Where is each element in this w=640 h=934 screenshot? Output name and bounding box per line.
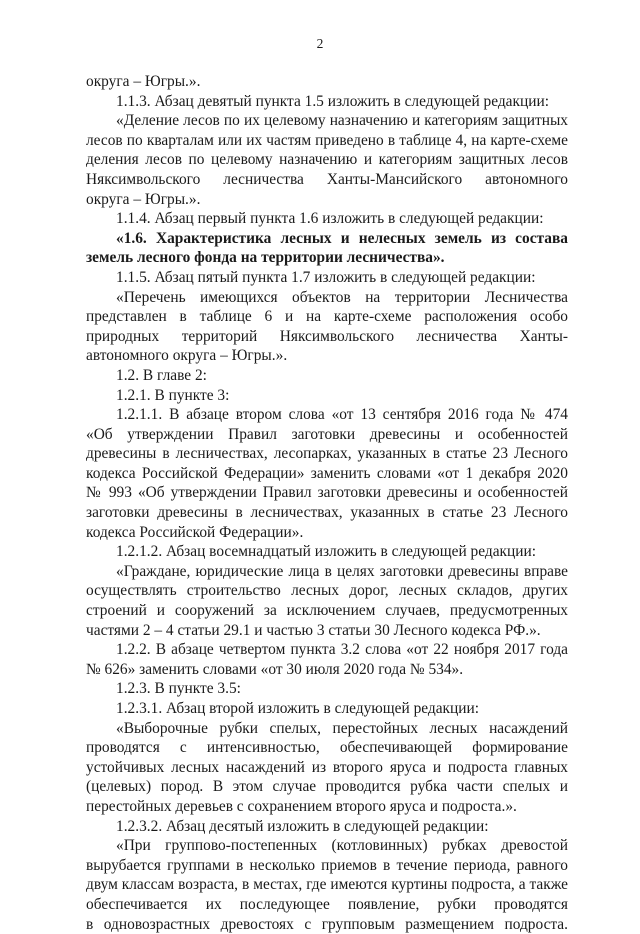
text-line: Няксимвольского лесничества Ханты-Мансийского автономного (86, 170, 568, 188)
text-line: представлен в таблице 6 и на карте-схеме расположения особо (86, 308, 568, 326)
text-line: «Граждане, юридические лица в целях заготовки древесины вправе (116, 562, 568, 580)
text-line: «При группово-постепенных (котловинных) рубках древостой (116, 837, 568, 855)
text-line: в одновозрастных древостоях с групповым размещением подроста. (86, 915, 568, 933)
text-line: перестойных деревьев с сохранением второго яруса и подроста.». (86, 797, 517, 815)
text-line: «Выборочные рубки спелых, перестойных лесных насаждений (116, 719, 568, 737)
text-line: 1.1.5. Абзац пятый пункта 1.7 изложить в следующей редакции: (116, 268, 536, 286)
text-line: автономного округа – Югры.». (86, 347, 288, 365)
text-line: «Перечень имеющихся объектов на территории Лесничества (116, 288, 568, 306)
text-line: округа – Югры.». (86, 73, 201, 90)
text-line: древесины в лесничествах, лесопарках, указанных в статье 23 Лесного (86, 445, 568, 463)
text-line: вырубается группами в несколько приемов в течение периода, равного (86, 856, 568, 874)
text-line: природных территорий Няксимвольского лесничества Ханты- (86, 327, 568, 345)
text-line: 1.2.1.2. Абзац восемнадцатый изложить в следующей редакции: (116, 543, 536, 561)
text-line: осуществлять строительство лесных дорог, лесных складов, других (86, 582, 568, 600)
text-line: заготовки древесины в лесничествах, указанных в статье 23 Лесного (86, 504, 568, 522)
text-line: № 993 «Об утверждении Правил заготовки древесины и особенностей (86, 484, 568, 502)
text-line: двум классам возраста, в местах, где имеются куртины подроста, а также (86, 876, 568, 894)
text-line: 1.2.3. В пункте 3.5: (116, 680, 241, 698)
text-line: (целевых) пород. В этом случае проводится рубка части спелых и (86, 778, 568, 796)
text-line: 1.1.3. Абзац девятый пункта 1.5 изложить в следующей редакции: (116, 92, 549, 110)
text-line: 1.2.1.1. В абзаце втором слова «от 13 сентября 2016 года № 474 (116, 406, 568, 424)
text-line: № 626» заменить словами «от 30 июля 2020 года № 534». (86, 660, 464, 678)
text-line: округа – Югры.». (86, 190, 201, 208)
document-body (86, 72, 568, 934)
text-line: 1.2. В главе 2: (116, 366, 207, 384)
text-line: «1.6. Характеристика лесных и нелесных земель из состава (116, 229, 568, 247)
text-line: 1.2.2. В абзаце четвертом пункта 3.2 слова «от 22 ноября 2017 года (116, 641, 568, 659)
text-line: проводятся с интенсивностью, обеспечивающей формирование (86, 739, 568, 757)
text-line: строений и сооружений за исключением случаев, предусмотренных (86, 602, 568, 620)
text-line: кодекса Российской Федерации». (86, 523, 304, 541)
text-line: «Деление лесов по их целевому назначению и категориям защитных (116, 112, 568, 130)
text-line: 1.2.3.2. Абзац десятый изложить в следующей редакции: (116, 817, 489, 835)
text-line: 1.2.3.1. Абзац второй изложить в следующей редакции: (116, 700, 480, 717)
text-line: кодекса Российской Федерации» заменить словами «от 1 декабря 2020 (86, 464, 568, 482)
text-line: «Об утверждении Правил заготовки древесины и особенностей (86, 425, 568, 443)
text-line: обеспечивается их последующее появление, рубки проводятся (86, 895, 568, 913)
text-line: 1.2.1. В пункте 3: (116, 386, 230, 404)
text-line: 1.1.4. Абзац первый пункта 1.6 изложить в следующей редакции: (116, 210, 544, 228)
text-line: частями 2 – 4 статьи 29.1 и частью 3 статьи 30 Лесного кодекса РФ.». (86, 621, 541, 639)
text-line: устойчивых лесных насаждений из второго яруса и подроста главных (86, 758, 568, 776)
text-line: лесов по кварталам или их частям приведено в таблице 4, на карте-схеме (86, 131, 568, 149)
text-line: земель лесного фонда на территории лесничества». (86, 249, 445, 267)
page-number: 2 (316, 36, 324, 51)
text-line: деления лесов по целевому назначению и категориям защитных лесов (86, 151, 568, 169)
